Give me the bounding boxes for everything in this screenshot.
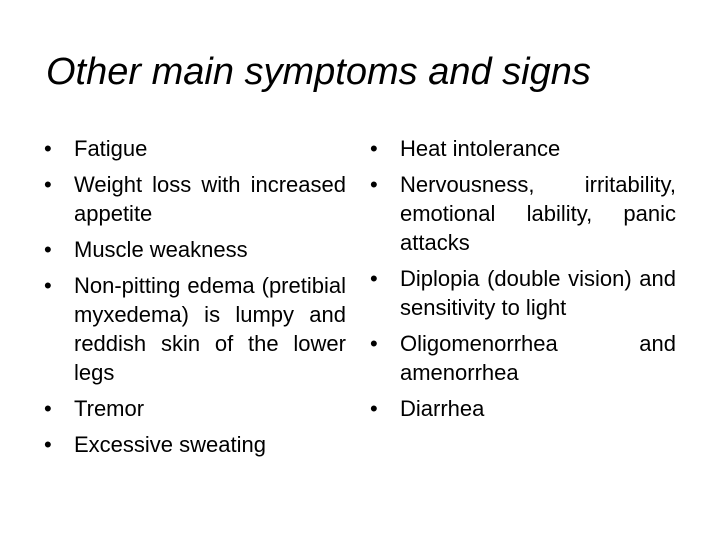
- bullet-icon: •: [370, 266, 378, 291]
- list-item-text: Tremor: [74, 396, 145, 421]
- bullet-icon: •: [370, 396, 378, 421]
- list-item: [370, 394, 676, 423]
- list-item-text: Oligomenorrhea and amenorrhea: [400, 331, 676, 385]
- list-item: [370, 264, 676, 322]
- list-item-text: Fatigue: [74, 136, 148, 161]
- list-item-text: Heat intolerance: [400, 136, 561, 161]
- right-bullet-list: [370, 134, 676, 430]
- bullet-icon: •: [44, 136, 52, 161]
- bullet-icon: •: [44, 237, 52, 262]
- list-item-text: Excessive sweating: [74, 432, 266, 457]
- bullet-icon: •: [370, 331, 378, 356]
- list-item-text: Muscle weakness: [74, 237, 248, 262]
- list-item: [44, 170, 346, 228]
- bullet-icon: •: [370, 172, 378, 197]
- bullet-icon: •: [44, 396, 52, 421]
- list-item-text: Non-pitting edema (pretibial myxedema) is lumpy and reddish skin of the lower legs: [74, 273, 346, 385]
- list-item: [370, 170, 676, 257]
- bullet-icon: •: [44, 432, 52, 457]
- list-item-text: Diarrhea: [400, 396, 485, 421]
- list-item: [370, 329, 676, 387]
- bullet-icon: •: [44, 172, 52, 197]
- list-item: [44, 134, 346, 163]
- bullet-icon: •: [370, 136, 378, 161]
- bullet-icon: •: [44, 273, 52, 298]
- list-item: [370, 134, 676, 163]
- list-item-text: Diplopia (double vision) and sensitivity to light: [400, 266, 676, 320]
- left-bullet-list: [44, 134, 346, 466]
- slide-title: Other main symptoms and signs: [46, 51, 591, 93]
- list-item: [44, 394, 346, 423]
- list-item: [44, 235, 346, 264]
- list-item-text: Weight loss with increased appetite: [74, 172, 346, 226]
- list-item: [44, 430, 346, 459]
- list-item: [44, 271, 346, 387]
- list-item-text: Nervousness, irritability, emotional lability, panic attacks: [400, 172, 676, 255]
